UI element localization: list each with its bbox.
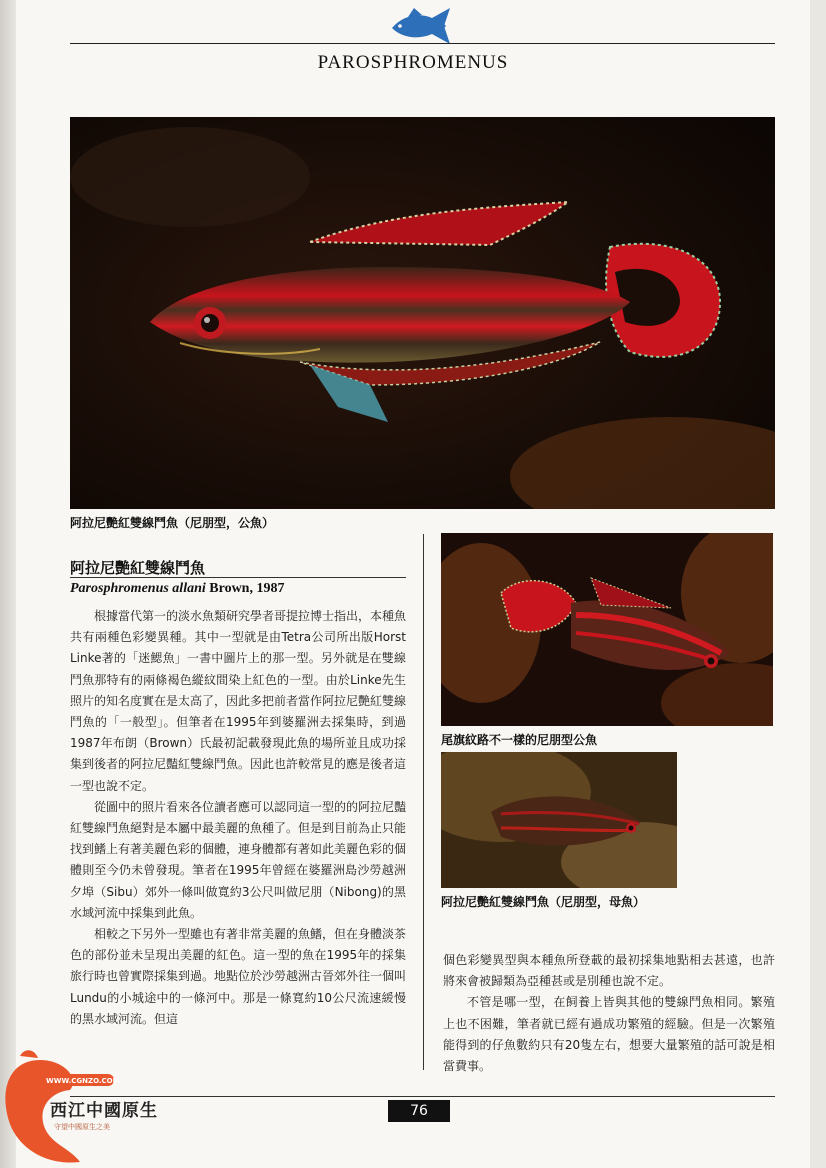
- paragraph: 個色彩變異型與本種魚所登載的最初採集地點相去甚遠，也許將來會被歸類為亞種甚或是別種也說不定。: [443, 953, 775, 989]
- paragraph: 相較之下另外一型雖也有著非常美麗的魚鰭，但在身體淡茶色的部份並未呈現出美麗的紅色。這一型的魚在1995年的採集旅行時也曾實際採集到過。地點位於沙勞越洲古晉郊外往一個叫Lundu的小城途中的一條河中。那是一條寬約10公尺流速緩慢的黑水域河流。但這: [70, 927, 407, 1026]
- article-body-left: [70, 606, 406, 1030]
- paragraph: 不管是哪一型，在飼養上皆與其他的雙線鬥魚相同。繁殖上也不困難，筆者就已經有過成功繁殖的經驗。但是一次繁殖能得到的仔魚數約只有20隻左右，想要大量繁殖的話可說是相當費事。: [443, 995, 775, 1074]
- page-number: 76: [388, 1100, 450, 1122]
- scientific-name-author: Brown, 1987: [205, 581, 285, 596]
- paragraph: 從圖中的照片看來各位讀者應可以認同這一型的的阿拉尼豔紅雙線鬥魚絕對是本屬中最美麗的魚種了。但是到目前為止只能找到鰭上有著美麗色彩的個體，連身體都有著如此美麗色彩的個體則至今仍未曾發現。筆者在1995年曾經在婆羅洲島沙勞越洲夕埠（Sibu）郊外一條叫做寬約3公尺叫做尼朋（Nibong)的黑水域河流中採集到此魚。: [70, 799, 407, 920]
- column-divider: [423, 534, 424, 1070]
- page-edge-shadow: [0, 0, 16, 1168]
- fish-logo-icon: [388, 6, 454, 46]
- watermark-slogan: 守望中國原生之美: [54, 1123, 110, 1131]
- caption-right-top-photo: 尾旗紋路不一樣的尼朋型公魚: [441, 733, 598, 747]
- photo-main-male-fish: [70, 117, 775, 509]
- photo-right-top-male-fish: [441, 533, 773, 726]
- caption-right-bottom-photo: 阿拉尼艷紅雙線鬥魚（尼朋型，母魚）: [441, 895, 646, 909]
- article-title: 阿拉尼艷紅雙線鬥魚: [70, 559, 206, 577]
- photo-right-bottom-female-fish: [441, 752, 677, 888]
- header-rule: [70, 43, 775, 44]
- scientific-name-species: Parosphromenus allani: [70, 581, 206, 596]
- watermark-url: WWW.CGNZO.COM: [46, 1077, 120, 1085]
- caption-main-photo: 阿拉尼艷紅雙線鬥魚（尼朋型，公魚）: [70, 516, 275, 530]
- title-rule: [70, 577, 406, 578]
- article-body-right: [443, 950, 775, 1077]
- scientific-name: [70, 581, 284, 597]
- page-header-title: PAROSPHROMENUS: [317, 52, 509, 73]
- watermark-name: 西江中國原生: [50, 1101, 158, 1121]
- paragraph: 根據當代第一的淡水魚類研究學者哥提拉博士指出，本種魚共有兩種色彩變異種。其中一型就是由Tetra公司所出版Horst Linke著的「迷鰓魚」一書中圖片上的那一型。另外就是在雙線鬥魚那特有的兩條褐色縱紋間染上紅色的一型。由於Linke先生照片的知名度實在是太高了，因此多把前者當作阿拉尼艷紅雙線鬥魚的「一般型」。但筆者在1995年到婆羅洲去採集時，到過1987年布朗（Brown）氏最初記載發現此魚的場所並且成功採集到後者的阿拉尼豔紅雙線鬥魚。因此也許較常見的應是後者這一型也說不定。: [70, 609, 407, 793]
